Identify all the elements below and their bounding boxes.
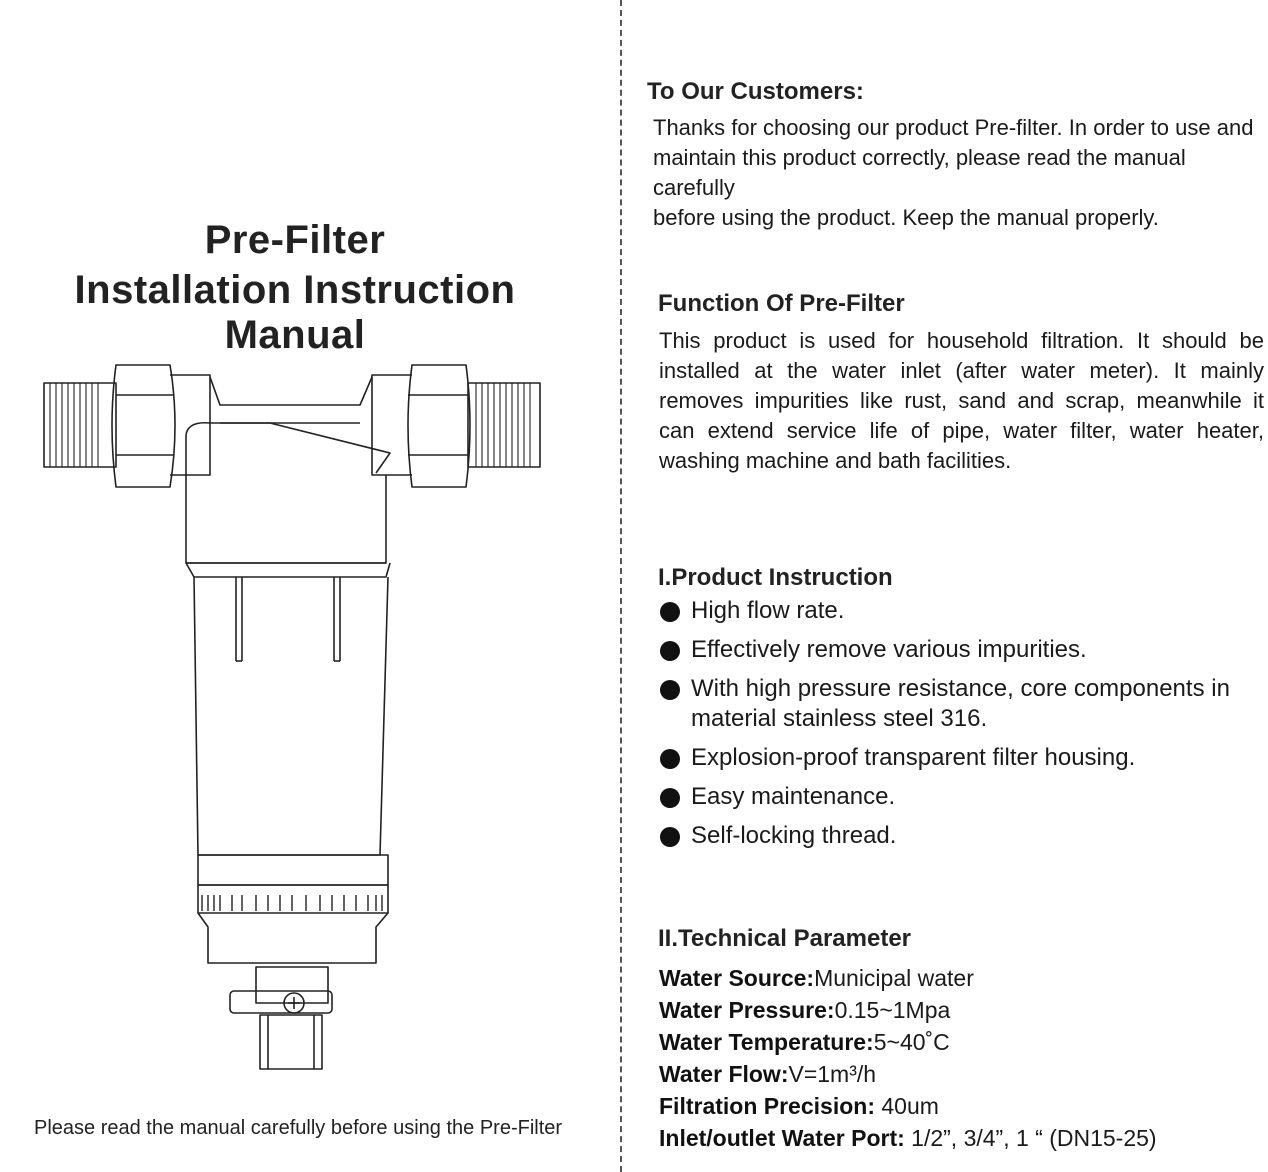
- customers-line: Thanks for choosing our product Pre-filter. In order to use and: [653, 115, 1254, 140]
- function-line: can extend service life of pipe, water filter, water heater,: [659, 418, 1264, 443]
- param-value: 5~40˚C: [873, 1029, 950, 1055]
- bullet-dot-icon: [660, 827, 680, 847]
- param-label: Filtration Precision:: [659, 1093, 875, 1119]
- function-line: removes impurities like rust, sand and scrap, meanwhile it: [659, 388, 1264, 413]
- param-value: 0.15~1Mpa: [834, 997, 951, 1023]
- bullet-dot-icon: [660, 641, 680, 661]
- pre-filter-drawing: [30, 355, 550, 1085]
- feature-text: High flow rate.: [691, 597, 845, 624]
- bullet-dot-icon: [660, 680, 680, 700]
- param-label: Water Pressure:: [659, 997, 835, 1023]
- param-row: [659, 1122, 1259, 1154]
- list-item: [658, 743, 1258, 773]
- param-label: Water Temperature:: [659, 1029, 874, 1055]
- param-label: Water Flow:: [659, 1061, 789, 1087]
- feature-text: With high pressure resistance, core components in material stainless steel 316.: [691, 675, 1230, 732]
- manual-title-line2: Installation Instruction Manual: [74, 268, 516, 357]
- customers-heading: To Our Customers:: [647, 78, 864, 105]
- param-value: 40um: [874, 1093, 939, 1119]
- feature-text: Self-locking thread.: [691, 822, 897, 849]
- list-item: [658, 635, 1258, 665]
- param-value: 1/2”, 3/4”, 1 “ (DN15-25): [904, 1125, 1157, 1151]
- function-line: washing machine and bath facilities.: [659, 448, 1012, 473]
- customers-line: maintain this product correctly, please read the manual carefully: [653, 145, 1186, 200]
- function-text: [659, 326, 1264, 476]
- param-row: [659, 962, 1259, 994]
- list-item: [658, 782, 1258, 812]
- technical-heading: II.Technical Parameter: [658, 925, 912, 952]
- manual-title-line1: Pre-Filter: [204, 218, 386, 262]
- function-heading: Function Of Pre-Filter: [658, 290, 905, 317]
- dashed-divider: [620, 0, 622, 1172]
- param-value: Municipal water: [814, 965, 974, 991]
- list-item: [658, 596, 1258, 626]
- bullet-dot-icon: [660, 602, 680, 622]
- feature-text: Effectively remove various impurities.: [691, 636, 1087, 663]
- param-row: [659, 1026, 1259, 1058]
- list-item: [658, 821, 1258, 851]
- manual-footnote: Please read the manual carefully before using the Pre-Filter: [34, 1117, 563, 1139]
- technical-params: [659, 962, 1259, 1154]
- feature-text: Easy maintenance.: [691, 783, 896, 810]
- list-item: [658, 674, 1258, 734]
- bullet-dot-icon: [660, 788, 680, 808]
- product-heading: I.Product Instruction: [658, 564, 893, 591]
- param-row: [659, 994, 1259, 1026]
- param-row: [659, 1058, 1259, 1090]
- customers-line: before using the product. Keep the manual properly.: [653, 205, 1159, 230]
- product-features-list: [658, 596, 1258, 860]
- function-line: This product is used for household filtration. It should be: [659, 328, 1264, 353]
- param-label: Water Source:: [659, 965, 815, 991]
- customers-text: [653, 113, 1263, 233]
- param-value: V=1m³/h: [788, 1061, 877, 1087]
- feature-text: Explosion-proof transparent filter housing.: [691, 744, 1136, 771]
- param-label: Inlet/outlet Water Port:: [659, 1125, 905, 1151]
- bullet-dot-icon: [660, 749, 680, 769]
- function-line: installed at the water inlet (after water meter). It mainly: [659, 358, 1264, 383]
- param-row: [659, 1090, 1259, 1122]
